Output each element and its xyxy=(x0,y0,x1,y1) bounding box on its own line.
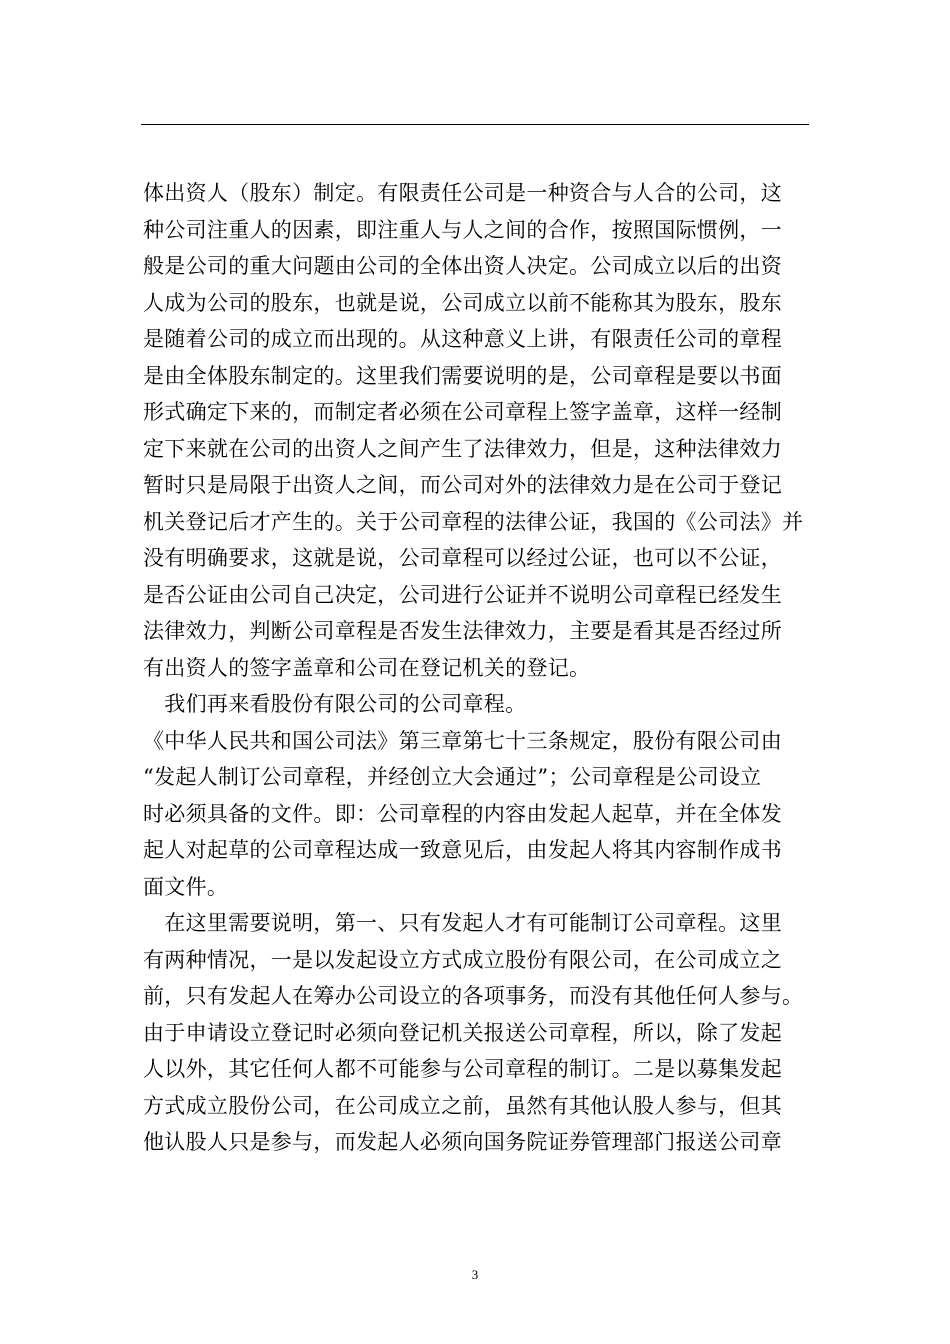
text-line: 是由全体股东制定的。这里我们需要说明的是，公司章程是要以书面 xyxy=(143,363,782,388)
text-line: 机关登记后才产生的。关于公司章程的法律公证，我国的《公司法》并 xyxy=(143,509,804,534)
text-line: 时必须具备的文件。即：公司章程的内容由发起人起草，并在全体发 xyxy=(143,801,782,826)
header-rule xyxy=(141,124,809,125)
text-line: 面文件。 xyxy=(143,874,229,899)
text-line: 法律效力，判断公司章程是否发生法律效力，主要是看其是否经过所 xyxy=(143,619,782,643)
text-line: 有两种情况，一是以发起设立方式成立股份有限公司，在公司成立之 xyxy=(143,947,782,972)
text-line: 没有明确要求，这就是说，公司章程可以经过公证，也可以不公证， xyxy=(143,546,782,570)
text-line: 形式确定下来的，而制定者必须在公司章程上签字盖章，这样一经制 xyxy=(143,400,782,424)
text-line: 《中华人民共和国公司法》第三章第七十三条规定，股份有限公司由 xyxy=(143,728,782,753)
text-line: 在这里需要说明，第一、只有发起人才有可能制订公司章程。这里 xyxy=(143,911,782,935)
text-line: 是否公证由公司自己决定，公司进行公证并不说明公司章程已经发生 xyxy=(143,582,782,607)
text-line: 前，只有发起人在筹办公司设立的各项事务，而没有其他任何人参与。 xyxy=(143,984,804,1008)
text-line: 人以外，其它任何人都不可能参与公司章程的制订。二是以募集发起 xyxy=(143,1057,782,1081)
text-line: 种公司注重人的因素，即注重人与人之间的合作，按照国际惯例，一 xyxy=(143,217,782,242)
body-text xyxy=(143,175,813,1161)
text-line: 方式成立股份公司，在公司成立之前，虽然有其他认股人参与，但其 xyxy=(143,1093,782,1118)
text-line: 是随着公司的成立而出现的。从这种意义上讲，有限责任公司的章程 xyxy=(143,327,782,351)
text-line: 般是公司的重大问题由公司的全体出资人决定。公司成立以后的出资 xyxy=(143,254,782,278)
text-line: 有出资人的签字盖章和公司在登记机关的登记。 xyxy=(143,655,591,680)
text-line: 他认股人只是参与，而发起人必须向国务院证券管理部门报送公司章 xyxy=(143,1130,782,1154)
text-line: 由于申请设立登记时必须向登记机关报送公司章程，所以，除了发起 xyxy=(143,1020,782,1045)
page-number: 3 xyxy=(471,1267,479,1282)
text-line: “发起人制订公司章程，并经创立大会通过”；公司章程是公司设立 xyxy=(143,765,762,789)
text-line: 我们再来看股份有限公司的公司章程。 xyxy=(143,692,527,716)
text-line: 暂时只是局限于出资人之间，而公司对外的法律效力是在公司于登记 xyxy=(143,473,782,497)
text-line: 人成为公司的股东，也就是说，公司成立以前不能称其为股东，股东 xyxy=(143,290,782,315)
text-line: 起人对起草的公司章程达成一致意见后，由发起人将其内容制作成书 xyxy=(143,838,782,862)
text-line: 体出资人（股东）制定。有限责任公司是一种资合与人合的公司，这 xyxy=(143,181,782,205)
text-line: 定下来就在公司的出资人之间产生了法律效力，但是，这种法律效力 xyxy=(143,436,782,461)
